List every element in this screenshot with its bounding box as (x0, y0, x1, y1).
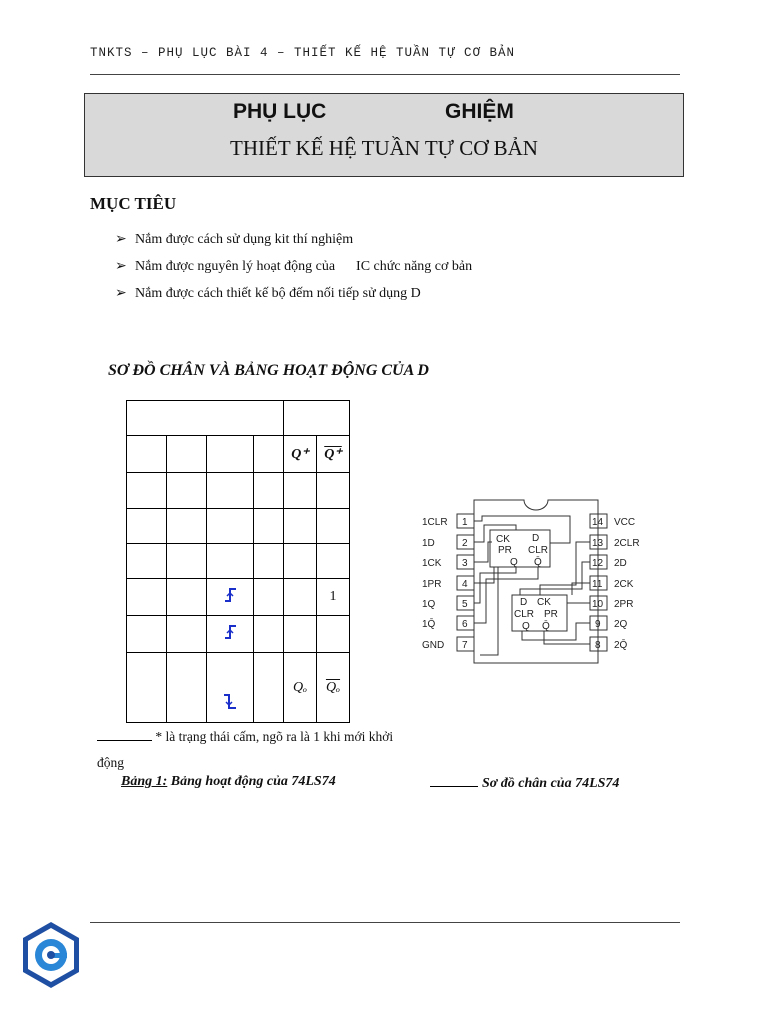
pin-label: 1Q (422, 599, 436, 610)
pin-number: 11 (592, 579, 603, 590)
table-row (127, 579, 350, 616)
logo-icon (20, 920, 82, 990)
objective-item: ➢ Nắm được cách thiết kế bộ đếm nối tiếp sử dụng D (115, 286, 421, 301)
arrow-bullet-icon: ➢ (115, 286, 127, 301)
chip-outline (474, 500, 598, 663)
table-row (127, 616, 350, 653)
pin-number: 12 (592, 558, 604, 569)
pin-label: 2PR (614, 599, 634, 610)
objectives-heading: MỤC TIÊU (90, 194, 177, 213)
title-subtitle: THIẾT KẾ HỆ TUẦN TỰ CƠ BẢN (230, 136, 538, 160)
qbar-hold-cell: $\overline{Q_o}$ (317, 653, 350, 723)
footer-rule (90, 922, 680, 923)
pin-label: 2Q̄ (614, 640, 628, 651)
table-note: * là trạng thái cấm, ngõ ra là 1 khi mới khởi động (97, 729, 394, 770)
pin-number: 13 (592, 538, 604, 549)
ff2-qbar-label: Q̄ (542, 621, 550, 632)
pinout-caption: Sơ đồ chân của 74LS74 (430, 774, 619, 792)
ff2-clr-label: CLR (514, 609, 535, 620)
pin-label: 1D (422, 538, 435, 549)
pin-number: 2 (462, 538, 468, 549)
q-plus-header: Q⁺ (284, 436, 317, 473)
pin-number: 9 (595, 619, 601, 630)
pin-number: 3 (462, 558, 468, 569)
section-heading: SƠ ĐỒ CHÂN VÀ BẢNG HOẠT ĐỘNG CỦA D (108, 362, 429, 379)
pin-number: 10 (592, 599, 604, 610)
pin-label: 1CK (422, 558, 442, 569)
qbar-cell: 1 (317, 579, 350, 616)
falling-edge-icon (223, 693, 237, 711)
table-row (127, 401, 350, 436)
table-row (127, 436, 350, 473)
ff2-q-label: Q (522, 621, 530, 632)
pin-label: 1CLR (422, 517, 448, 528)
table-row (127, 509, 350, 544)
pin-number: 14 (592, 517, 604, 528)
title-left: PHỤ LỤC (233, 100, 327, 123)
ff1-ck-label: CK (496, 534, 510, 545)
ff2-pr-label: PR (544, 609, 558, 620)
pin-label: GND (422, 640, 445, 651)
objective-item: ➢ Nắm được cách sử dụng kit thí nghiệm (115, 232, 354, 247)
ff1-qbar-label: Q̄ (534, 557, 542, 568)
arrow-bullet-icon: ➢ (115, 232, 127, 247)
ff2-d-label: D (520, 597, 528, 608)
header-rule (90, 74, 680, 75)
arrow-bullet-icon: ➢ (115, 259, 127, 274)
running-header: TNKTS – PHỤ LỤC BÀI 4 – THIẾT KẾ HỆ TUẦN TỰ CƠ BẢN (90, 46, 516, 60)
title-right: GHIỆM (445, 100, 514, 123)
pin-number: 1 (462, 517, 468, 528)
ff2-ck-label: CK (537, 597, 551, 608)
pin-label: 2CLR (614, 538, 640, 549)
rising-edge-icon (223, 624, 237, 640)
pin-number: 7 (462, 640, 468, 651)
title-box (84, 93, 684, 177)
table-row (127, 544, 350, 579)
q-hold-cell: Qₒ (284, 653, 317, 723)
pin-label: 1PR (422, 579, 442, 590)
objective-item: ➢ Nắm được nguyên lý hoạt động của IC chức năng cơ bản (115, 259, 473, 274)
pin-number: 4 (462, 579, 468, 590)
pinout-diagram (420, 495, 645, 670)
rising-edge-icon (223, 587, 237, 603)
pin-label: 2Q (614, 619, 628, 630)
pin-label: 2CK (614, 579, 634, 590)
truth-table (126, 400, 350, 723)
ff1-q-label: Q (510, 557, 518, 568)
table-row (127, 653, 350, 723)
q-plus-bar-header: Q⁺ (317, 436, 350, 473)
table-row (127, 473, 350, 509)
pin-label: VCC (614, 517, 636, 528)
ff1-clr-label: CLR (528, 545, 549, 556)
table-caption: Bảng 1: Bảng hoạt động của 74LS74 (121, 774, 336, 789)
ff1-d-label: D (532, 533, 540, 544)
pin-label: 2D (614, 558, 627, 569)
pin-number: 5 (462, 599, 468, 610)
pin-number: 8 (595, 640, 601, 651)
pin-label: 1Q̄ (422, 619, 436, 630)
ff1-pr-label: PR (498, 545, 512, 556)
pin-number: 6 (462, 619, 468, 630)
